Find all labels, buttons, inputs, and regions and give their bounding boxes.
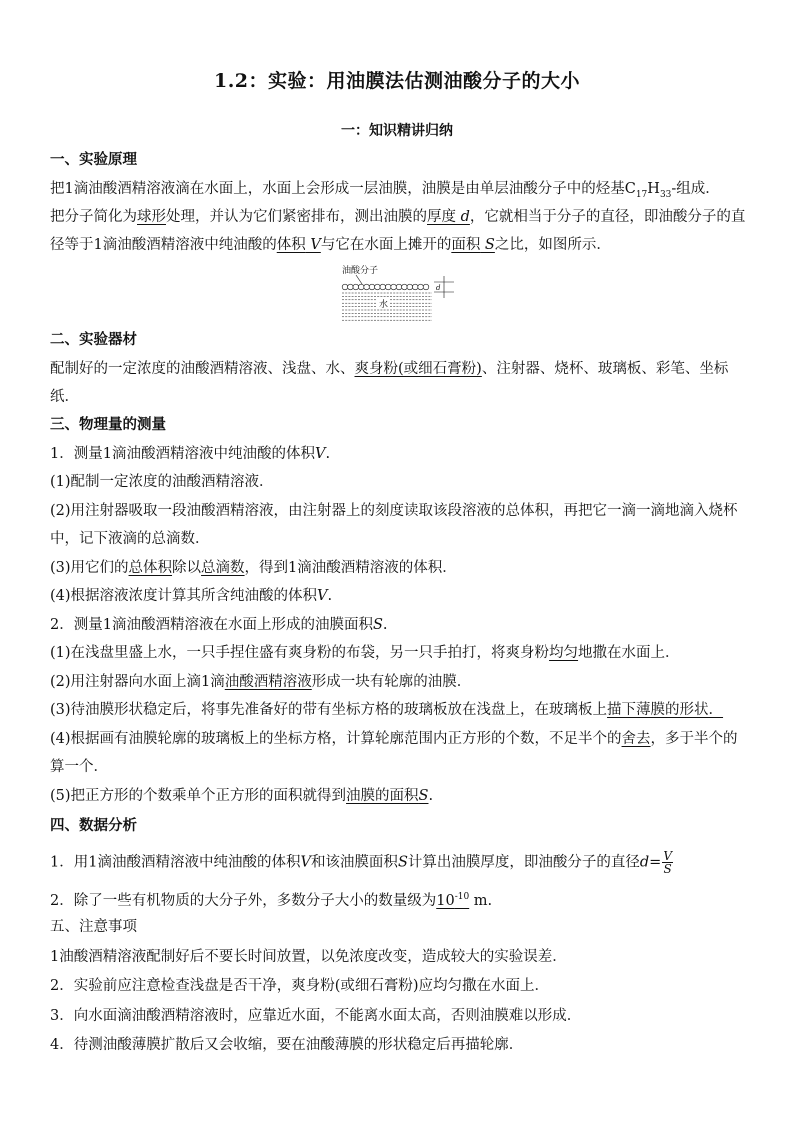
measure-2-5 bbox=[50, 785, 750, 807]
oil-molecule bbox=[369, 284, 375, 290]
pointer-line bbox=[356, 275, 362, 284]
heading-notes: 五、注意事项 bbox=[50, 919, 137, 935]
text: -组成． bbox=[671, 181, 720, 197]
text: 2．除了一些有机物质的大分子外，多数分子大小的数量级为 bbox=[50, 892, 437, 909]
oil-molecule bbox=[418, 284, 424, 290]
oil-molecule bbox=[407, 284, 413, 290]
text: 径等于1滴油酸酒精溶液中纯油酸的 bbox=[50, 237, 277, 253]
variable: d bbox=[639, 854, 650, 871]
equipment-line-2: 纸． bbox=[50, 389, 79, 405]
oil-molecule bbox=[423, 284, 429, 290]
text: (2)用注射器向水面上滴1滴 bbox=[50, 674, 225, 690]
analysis-2 bbox=[50, 886, 750, 912]
variable: V bbox=[317, 588, 328, 604]
heading-equipment: 二、实验器材 bbox=[50, 331, 137, 348]
subscript: 33 bbox=[659, 189, 672, 200]
text: 配制好的一定浓度的油酸酒精溶液、浅盘、水、 bbox=[50, 361, 355, 377]
measure-1-3 bbox=[50, 557, 750, 579]
text: 处理，并认为它们紧密排布，测出油膜的 bbox=[166, 209, 427, 225]
text: ，得到1滴油酸酒精溶液的体积． bbox=[244, 560, 457, 576]
text: (1)在浅盘里盛上水，一只手捏住盛有爽身粉的布袋，另一只手拍打，将爽身粉 bbox=[50, 645, 550, 661]
measure-1-1: (1)配制一定浓度的油酸酒精溶液． bbox=[50, 474, 274, 490]
text: 2．测量1滴油酸酒精溶液在水面上形成的油膜面积 bbox=[50, 617, 373, 633]
equipment-line-1 bbox=[50, 358, 750, 380]
text: ，它就相当于分子的直径，即油酸分子的直 bbox=[469, 209, 746, 225]
principle-line-2 bbox=[50, 206, 750, 228]
blank-answer: 爽身粉(或细石膏粉) bbox=[354, 361, 482, 377]
text: 厚度 bbox=[427, 209, 456, 225]
text: (4)根据画有油膜轮廓的玻璃板上的坐标方格，计算轮廓范围内正方形的个数，不足半个的 bbox=[50, 731, 622, 747]
oil-molecule bbox=[364, 284, 370, 290]
text: 除以 bbox=[172, 560, 202, 576]
note-4: 4．待测油酸薄膜扩散后又会收缩，要在油酸薄膜的形状稳定后再描轮廓． bbox=[50, 1037, 524, 1053]
measure-2-4-cont: 算一个． bbox=[50, 759, 108, 775]
oil-molecule bbox=[348, 284, 354, 290]
text: H bbox=[647, 181, 660, 197]
text: 把1滴油酸酒精溶液滴在水面上，水面上会形成一层油膜，油膜是由单层油酸分子中的烃基C bbox=[50, 181, 636, 197]
text: 形成一块有轮廓的油膜． bbox=[311, 674, 472, 690]
blank-answer bbox=[427, 209, 470, 225]
text: m. bbox=[469, 892, 493, 909]
subscript: 17 bbox=[635, 189, 648, 200]
text: 之比，如图所示． bbox=[494, 237, 611, 253]
text: . bbox=[325, 446, 331, 462]
molecule-row bbox=[342, 284, 429, 290]
variable: d bbox=[456, 209, 470, 225]
blank-answer: 总体积 bbox=[128, 560, 173, 576]
text: ，多于半个的 bbox=[650, 731, 738, 747]
oil-molecule bbox=[402, 284, 408, 290]
text: (4)根据溶液浓度计算其所含纯油酸的体积 bbox=[50, 588, 318, 604]
variable: S bbox=[418, 788, 429, 804]
fraction bbox=[662, 850, 673, 875]
measure-2-1 bbox=[50, 642, 750, 664]
text: 、注射器、烧杯、玻璃板、彩笔、坐标 bbox=[481, 361, 729, 377]
blank-answer: 舍去 bbox=[621, 731, 651, 747]
variable: S bbox=[480, 237, 495, 253]
text: 体积 bbox=[276, 237, 306, 253]
blank-answer: 均匀 bbox=[549, 645, 579, 661]
text: . bbox=[428, 788, 434, 804]
heading-measurement: 三、物理量的测量 bbox=[50, 416, 166, 433]
blank-answer bbox=[277, 237, 321, 253]
blank-answer bbox=[436, 893, 469, 909]
note-1: 1油酸酒精溶液配制好后不要长时间放置，以免浓度改变，造成较大的实验误差． bbox=[50, 949, 567, 965]
heading-principle: 一、实验原理 bbox=[50, 151, 137, 168]
analysis-1 bbox=[50, 850, 750, 875]
text: 把分子简化为 bbox=[50, 209, 137, 225]
text: (3)待油膜形状稳定后，将事先准备好的带有坐标方格的玻璃板放在浅盘上，在玻璃板上 bbox=[50, 702, 608, 718]
superscript: -10 bbox=[454, 892, 470, 902]
text: 和该油膜面积 bbox=[310, 854, 398, 871]
text: 与它在水面上摊开的 bbox=[320, 237, 452, 253]
section-subtitle: 一：知识精讲归纳 bbox=[341, 123, 453, 139]
oil-molecule bbox=[385, 284, 391, 290]
measure-2 bbox=[50, 614, 750, 636]
denominator: S bbox=[663, 862, 672, 876]
page-title: 1.2：实验：用油膜法估测油酸分子的大小 bbox=[213, 70, 581, 92]
equals-sign: = bbox=[649, 854, 662, 871]
principle-line-3 bbox=[50, 234, 750, 256]
oil-molecule bbox=[391, 284, 397, 290]
text: 计算出油膜厚度，即油酸分子的直径 bbox=[407, 854, 640, 871]
measure-1-2: (2)用注射器吸取一段油酸酒精溶液，由注射器上的刻度读取该段溶液的总体积，再把它一滴一滴地滴入烧杯 bbox=[50, 503, 738, 519]
oil-molecule bbox=[342, 284, 348, 290]
oil-film-diagram bbox=[336, 262, 460, 324]
text: . bbox=[327, 588, 333, 604]
principle-line-1 bbox=[50, 178, 750, 206]
note-2: 2．实验前应注意检查浅盘是否干净，爽身粉(或细石膏粉)应均匀撒在水面上． bbox=[50, 978, 550, 994]
oil-molecule bbox=[358, 284, 364, 290]
blank-answer: 球形 bbox=[137, 209, 166, 225]
blank-answer: 描下薄膜的形状． bbox=[607, 702, 724, 718]
text: 面积 bbox=[451, 237, 481, 253]
oil-molecule bbox=[412, 284, 418, 290]
text: (3)用它们的 bbox=[50, 560, 129, 576]
blank-answer bbox=[451, 237, 495, 253]
variable: V bbox=[314, 446, 326, 462]
text: 1．测量1滴油酸酒精溶液中纯油酸的体积 bbox=[50, 446, 315, 462]
variable: S bbox=[372, 617, 383, 633]
blank-answer: 总滴数 bbox=[201, 560, 245, 576]
heading-analysis: 四、数据分析 bbox=[50, 817, 137, 834]
label-oil-molecule: 油酸分子 bbox=[342, 266, 379, 276]
label-thickness: d bbox=[436, 284, 441, 292]
blank-answer: 油酸酒精溶液 bbox=[224, 674, 312, 690]
measure-2-4 bbox=[50, 728, 750, 750]
text: 10 bbox=[436, 892, 455, 909]
text: 地撒在水面上． bbox=[578, 645, 680, 661]
label-water: 水 bbox=[379, 300, 389, 310]
measure-1-4 bbox=[50, 585, 750, 607]
blank-answer bbox=[346, 788, 428, 804]
text: . bbox=[382, 617, 388, 633]
measure-2-3 bbox=[50, 699, 750, 721]
variable: V bbox=[300, 854, 311, 871]
measure-1 bbox=[50, 443, 750, 465]
oil-molecule bbox=[353, 284, 359, 290]
text: (5)把正方形的个数乘单个正方形的面积就得到 bbox=[50, 788, 347, 804]
oil-molecule bbox=[375, 284, 381, 290]
numerator: V bbox=[663, 849, 672, 863]
variable: V bbox=[305, 237, 321, 253]
note-3: 3．向水面滴油酸酒精溶液时，应靠近水面，不能离水面太高，否则油膜难以形成． bbox=[50, 1008, 582, 1024]
oil-molecule bbox=[380, 284, 386, 290]
measure-1-2-cont: 中，记下液滴的总滴数． bbox=[50, 531, 210, 547]
measure-2-2 bbox=[50, 671, 750, 693]
text: 1．用1滴油酸酒精溶液中纯油酸的体积 bbox=[50, 854, 301, 871]
oil-molecule bbox=[396, 284, 402, 290]
text: 油膜的面积 bbox=[346, 788, 419, 804]
variable: S bbox=[397, 854, 408, 871]
